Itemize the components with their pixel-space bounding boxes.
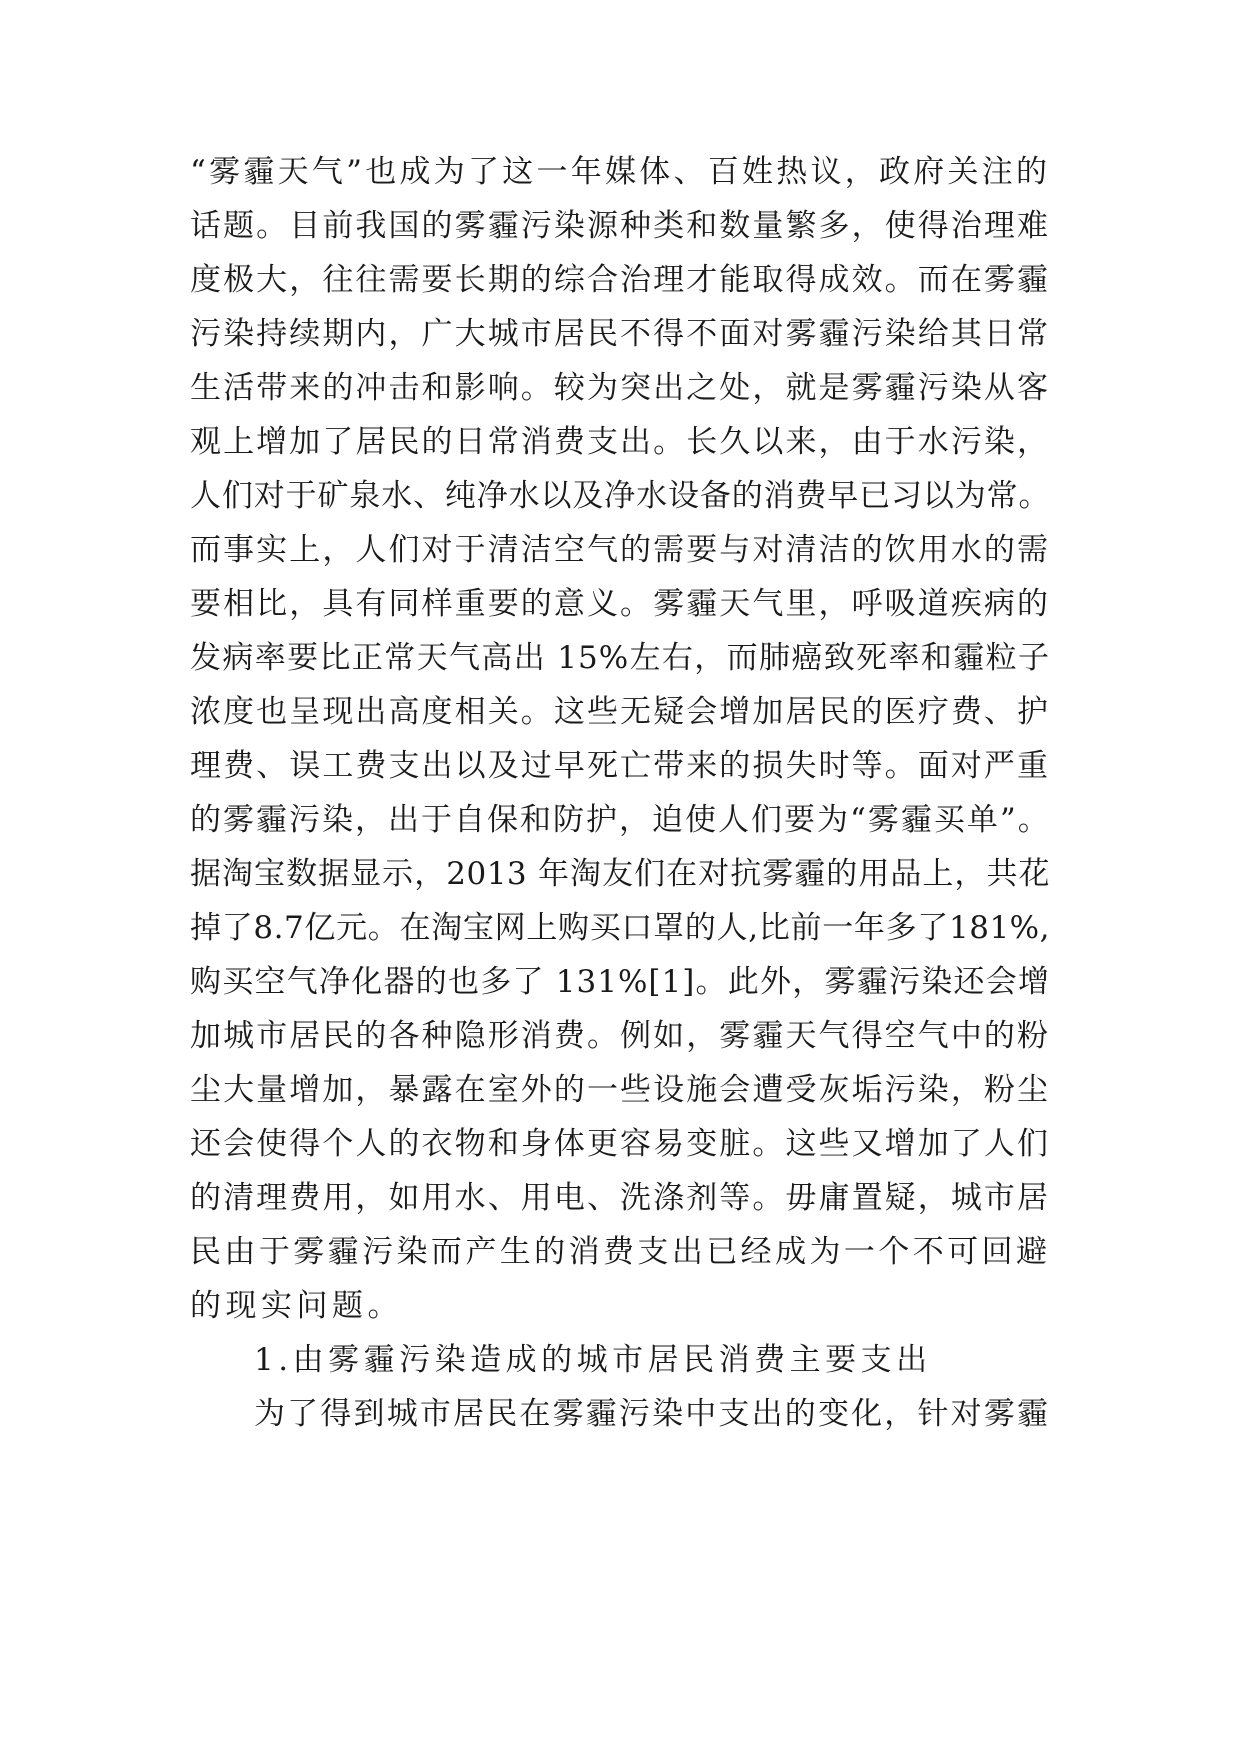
text-line: 还会使得个人的衣物和身体更容易变脏。这些又增加了人们 bbox=[190, 1126, 1050, 1162]
text-line: 尘大量增加，暴露在室外的一些设施会遭受灰垢污染，粉尘 bbox=[190, 1072, 1050, 1108]
text-line: 购买空气净化器的也多了 131%[1]。此外，雾霾污染还会增 bbox=[190, 964, 1050, 1000]
text-line: “雾霾天气”也成为了这一年媒体、百姓热议，政府关注的 bbox=[190, 154, 1050, 190]
text-line: 度极大，往往需要长期的综合治理才能取得成效。而在雾霾 bbox=[190, 262, 1050, 298]
text-line: 掉了8.7亿元。在淘宝网上购买口罩的人,比前一年多了181%, bbox=[190, 910, 1050, 946]
section-heading: 1.由雾霾污染造成的城市居民消费主要支出 bbox=[254, 1342, 932, 1378]
text-line: 的清理费用，如用水、用电、洗涤剂等。毋庸置疑，城市居 bbox=[190, 1180, 1050, 1216]
text-line: 人们对于矿泉水、纯净水以及净水设备的消费早已习以为常。 bbox=[190, 478, 1050, 514]
text-line: 污染持续期内，广大城市居民不得不面对雾霾污染给其日常 bbox=[190, 316, 1050, 352]
text-line: 的现实问题。 bbox=[190, 1288, 403, 1324]
text-line: 生活带来的冲击和影响。较为突出之处，就是雾霾污染从客 bbox=[190, 370, 1050, 406]
text-line: 为了得到城市居民在雾霾污染中支出的变化，针对雾霾 bbox=[254, 1396, 1050, 1432]
text-line: 的雾霾污染，出于自保和防护，迫使人们要为“雾霾买单”。 bbox=[190, 802, 1051, 838]
text-line: 话题。目前我国的雾霾污染源种类和数量繁多，使得治理难 bbox=[190, 208, 1050, 244]
text-line: 加城市居民的各种隐形消费。例如，雾霾天气得空气中的粉 bbox=[190, 1018, 1050, 1054]
text-line: 要相比，具有同样重要的意义。雾霾天气里，呼吸道疾病的 bbox=[190, 586, 1050, 622]
text-line: 理费、误工费支出以及过早死亡带来的损失时等。面对严重 bbox=[190, 748, 1050, 784]
text-line: 民由于雾霾污染而产生的消费支出已经成为一个不可回避 bbox=[190, 1234, 1050, 1270]
text-line: 而事实上，人们对于清洁空气的需要与对清洁的饮用水的需 bbox=[190, 532, 1050, 568]
text-line: 发病率要比正常天气高出 15%左右，而肺癌致死率和霾粒子 bbox=[190, 640, 1050, 676]
text-line: 浓度也呈现出高度相关。这些无疑会增加居民的医疗费、护 bbox=[190, 694, 1050, 730]
text-line: 观上增加了居民的日常消费支出。长久以来，由于水污染， bbox=[190, 424, 1050, 460]
text-line: 据淘宝数据显示，2013 年淘友们在对抗雾霾的用品上，共花 bbox=[190, 856, 1050, 892]
